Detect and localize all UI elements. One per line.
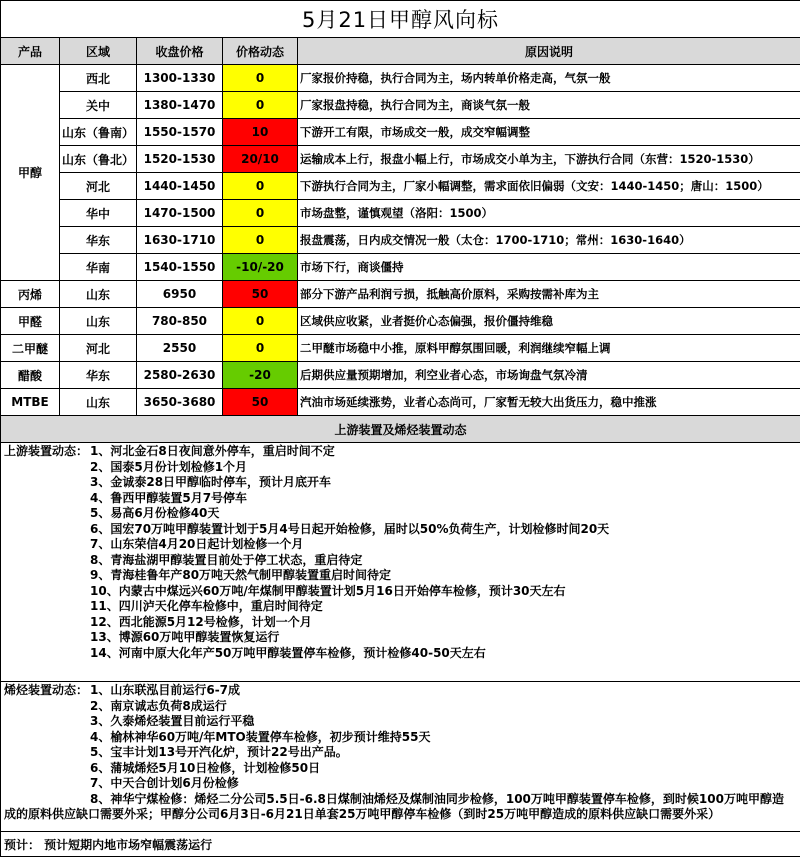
olefin-item-text: 2、南京诚志负荷8成运行 [90, 698, 227, 713]
list-item [4, 444, 800, 460]
table-row [1, 146, 800, 173]
price-cell: 1440-1450 [137, 173, 223, 200]
reason-cell: 部分下游产品利润亏损，抵触高价原料，采购按需补库为主 [298, 281, 800, 308]
olefin-label [4, 792, 90, 808]
price-cell: 1470-1500 [137, 200, 223, 227]
change-cell: 50 [223, 389, 298, 416]
reason-cell: 二甲醚市场稳中小推，原料甲醇氛围回暖，利润继续窄幅上调 [298, 335, 800, 362]
olefin-item-text: 7、中天合创计划6月份检修 [90, 776, 239, 790]
change-cell: 0 [223, 200, 298, 227]
upstream-item-text: 2、国泰5月份计划检修1个月 [90, 459, 248, 474]
table-row [1, 281, 800, 308]
reason-cell: 后期供应量预期增加，利空业者心态，市场询盘气氛冷清 [298, 362, 800, 389]
price-cell: 2580-2630 [137, 362, 223, 389]
upstream-item-text: 11、四川泸天化停车检修中，重启时间待定 [90, 599, 323, 613]
table-row [1, 389, 800, 416]
upstream-item-text: 10、内蒙古中煤远兴60万吨/年煤制甲醇装置计划5月16日开始停车检修，预计30天左右 [90, 583, 566, 598]
upstream-item-text: 6、国宏70万吨甲醇装置计划于5月4号日起开始检修，届时以50%负荷生产，计划检修时间20天 [90, 521, 610, 536]
olefin-label [4, 761, 90, 777]
header-product: 产品 [1, 38, 60, 65]
reason-cell: 下游执行合同为主，厂家小幅调整，需求面依旧偏弱（文安：1440-1450；唐山：1500） [298, 173, 800, 200]
table-row [1, 308, 800, 335]
olefin-label [4, 699, 90, 715]
upstream-notes [1, 443, 800, 682]
olefin-item-text: 6、蒲城烯烃5月10日检修，计划检修50日 [90, 760, 321, 775]
olefin-label [4, 776, 90, 792]
upstream-label [4, 522, 90, 538]
olefin-label [4, 730, 90, 746]
olefin-item-text: 1、山东联泓目前运行6-7成 [90, 683, 241, 697]
upstream-label [4, 537, 90, 553]
region-cell: 华中 [60, 200, 137, 227]
table-row [1, 173, 800, 200]
table-row [1, 119, 800, 146]
price-cell: 1540-1550 [137, 254, 223, 281]
region-cell: 山东 [60, 389, 137, 416]
list-item [4, 714, 800, 730]
region-cell: 山东 [60, 281, 137, 308]
list-item [4, 699, 800, 715]
list-item [4, 568, 800, 584]
reason-cell: 区域供应收紧，业者挺价心态偏强，报价僵持维稳 [298, 308, 800, 335]
list-item [4, 553, 800, 569]
region-cell: 河北 [60, 335, 137, 362]
list-item [4, 506, 800, 522]
reason-cell: 厂家报盘持稳，执行合同为主，商谈气氛一般 [298, 92, 800, 119]
section-title-row [1, 416, 800, 443]
region-cell: 关中 [60, 92, 137, 119]
change-cell: -10/-20 [223, 254, 298, 281]
upstream-label [4, 475, 90, 491]
page-title: 5月21日甲醇风向标 [1, 1, 800, 38]
upstream-label [4, 630, 90, 646]
change-cell: 0 [223, 92, 298, 119]
list-item [4, 792, 800, 808]
upstream-label [4, 553, 90, 569]
change-cell: 0 [223, 335, 298, 362]
price-cell: 1380-1470 [137, 92, 223, 119]
region-cell: 华东 [60, 227, 137, 254]
reason-cell: 运输成本上行，报盘小幅上行，市场成交小单为主，下游执行合同（东营：1520-1530） [298, 146, 800, 173]
olefin-label: 烯烃装置动态： [4, 683, 89, 697]
upstream-item-text: 9、青海桂鲁年产80万吨天然气制甲醇装置重启时间待定 [90, 568, 392, 582]
list-item [4, 761, 800, 777]
change-cell: -20 [223, 362, 298, 389]
upstream-label [4, 491, 90, 507]
table-row [1, 92, 800, 119]
upstream-item-text: 13、博源60万吨甲醇装置恢复运行 [90, 630, 280, 644]
upstream-label [4, 460, 90, 476]
product-cell: 甲醛 [1, 308, 60, 335]
price-cell: 780-850 [137, 308, 223, 335]
list-item [4, 683, 800, 699]
change-cell: 20/10 [223, 146, 298, 173]
upstream-item-text: 4、鲁西甲醇装置5月7号停车 [90, 490, 248, 505]
header-change: 价格动态 [223, 38, 298, 65]
header-reason: 原因说明 [298, 38, 800, 65]
price-cell: 3650-3680 [137, 389, 223, 416]
reason-cell: 市场盘整，谨慎观望（洛阳：1500） [298, 200, 800, 227]
reason-cell: 下游开工有限，市场成交一般，成交窄幅调整 [298, 119, 800, 146]
olefin-item-text: 4、榆林神华60万吨/年MTO装置停车检修，初步预计维持55天 [90, 729, 431, 744]
upstream-item-text: 8、青海盐湖甲醇装置目前处于停工状态，重启待定 [90, 552, 363, 567]
change-cell: 0 [223, 173, 298, 200]
region-cell: 西北 [60, 65, 137, 92]
region-cell: 山东（鲁南） [60, 119, 137, 146]
olefin-label [4, 714, 90, 730]
price-cell: 1550-1570 [137, 119, 223, 146]
change-cell: 50 [223, 281, 298, 308]
upstream-label: 上游装置动态： [4, 444, 89, 458]
olefin-notes [1, 682, 800, 832]
list-item [4, 491, 800, 507]
region-cell: 山东 [60, 308, 137, 335]
list-item [4, 745, 800, 761]
product-cell: 甲醇 [1, 65, 60, 281]
upstream-label [4, 615, 90, 631]
upstream-item-text: 3、金诚泰28日甲醇临时停车，预计月底开车 [90, 475, 332, 489]
olefin-item-text: 5、宝丰计划13号开汽化炉，预计22号出产品。 [90, 745, 348, 759]
reason-cell: 汽油市场延续涨势，业者心态尚可，厂家暂无较大出货压力，稳中推涨 [298, 389, 800, 416]
list-item [4, 646, 800, 662]
change-cell: 0 [223, 227, 298, 254]
list-item [4, 776, 800, 792]
reason-cell: 报盘震荡，日内成交情况一般（太仓：1700-1710；常州：1630-1640） [298, 227, 800, 254]
upstream-label [4, 584, 90, 600]
olefin-row [1, 682, 800, 832]
price-cell: 1300-1330 [137, 65, 223, 92]
price-cell: 1520-1530 [137, 146, 223, 173]
header-region: 区域 [60, 38, 137, 65]
list-item [4, 475, 800, 491]
list-item-continuation: 成的原料供应缺口需要外采；甲醇分公司6月3日-6月21日单套25万吨甲醇停车检修（到时25万吨甲醇造成的原料供应缺口需要外采） [4, 807, 721, 821]
upstream-item-text: 12、西北能源5月12号检修，计划一个月 [90, 614, 312, 629]
change-cell: 0 [223, 308, 298, 335]
reason-cell: 厂家报价持稳，执行合同为主，场内转单价格走高，气氛一般 [298, 65, 800, 92]
change-cell: 10 [223, 119, 298, 146]
upstream-label [4, 599, 90, 615]
upstream-item-text: 5、易高6月份检修40天 [90, 506, 220, 520]
header-row [1, 38, 800, 65]
table-row [1, 362, 800, 389]
table-row [1, 65, 800, 92]
list-item [4, 599, 800, 615]
header-price: 收盘价格 [137, 38, 223, 65]
product-cell: 丙烯 [1, 281, 60, 308]
upstream-item-text: 7、山东荣信4月20日起计划检修一个月 [90, 537, 304, 551]
reason-cell: 市场下行，商谈僵持 [298, 254, 800, 281]
olefin-item-text: 8、神华宁煤检修：烯烃二分公司5.5日-6.8日煤制油烯烃及煤制油同步检修，100万吨甲醇装置停车检修，到时候100万吨甲醇造 [90, 791, 784, 806]
upstream-label [4, 506, 90, 522]
table-row [1, 200, 800, 227]
table-row [1, 227, 800, 254]
change-cell: 0 [223, 65, 298, 92]
upstream-label [4, 568, 90, 584]
upstream-item-text: 14、河南中原大化年产50万吨甲醇装置停车检修，预计检修40-50天左右 [90, 645, 486, 660]
forecast-row [1, 832, 800, 857]
table-row [1, 335, 800, 362]
price-cell: 2550 [137, 335, 223, 362]
list-item [4, 615, 800, 631]
price-cell: 6950 [137, 281, 223, 308]
product-cell: 醋酸 [1, 362, 60, 389]
olefin-item-text: 3、久泰烯烃装置目前运行平稳 [90, 714, 255, 728]
upstream-item-text: 1、河北金石8日夜间意外停车，重启时间不定 [90, 444, 335, 458]
region-cell: 华东 [60, 362, 137, 389]
upstream-row [1, 443, 800, 682]
list-item [4, 460, 800, 476]
list-item [4, 522, 800, 538]
list-item [4, 630, 800, 646]
upstream-label [4, 646, 90, 662]
table-row [1, 254, 800, 281]
list-item [4, 537, 800, 553]
product-cell: 二甲醚 [1, 335, 60, 362]
region-cell: 河北 [60, 173, 137, 200]
forecast-text: 预计： 预计短期内地市场窄幅震荡运行 [1, 832, 800, 857]
list-item [4, 730, 800, 746]
section-title: 上游装置及烯烃装置动态 [1, 416, 800, 443]
product-cell: MTBE [1, 389, 60, 416]
price-cell: 1630-1710 [137, 227, 223, 254]
olefin-label [4, 745, 90, 761]
list-item [4, 584, 800, 600]
region-cell: 华南 [60, 254, 137, 281]
region-cell: 山东（鲁北） [60, 146, 137, 173]
